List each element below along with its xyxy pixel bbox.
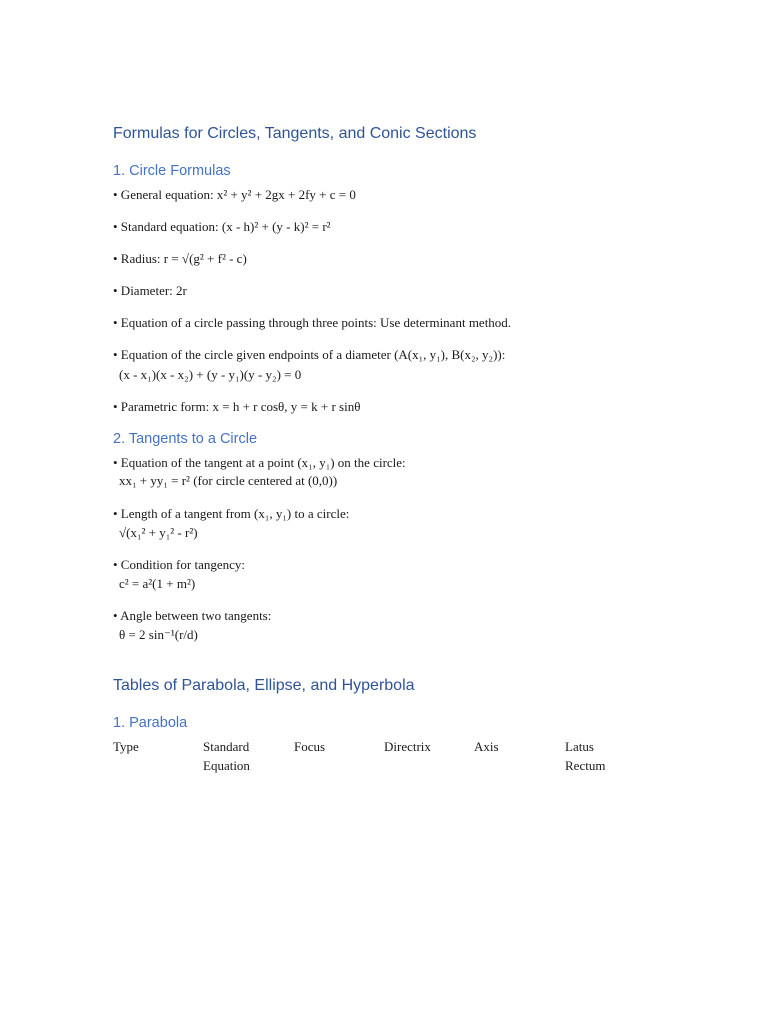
circle-diameter-endpoints: • Equation of the circle given endpoints of a diameter (A(x₁, y₁), B(x₂, y₂)): — [113, 347, 506, 362]
circle-parametric-form: • Parametric form: x = h + r cosθ, y = k + r sinθ — [113, 399, 361, 414]
table-header-cell — [113, 737, 139, 756]
tangency-condition-formula: c² = a²(1 + m²) — [119, 576, 196, 591]
header-axis: Axis — [474, 739, 499, 754]
table-header-cell — [384, 737, 431, 756]
tables-title: Tables of Parabola, Ellipse, and Hyperbola — [113, 677, 415, 694]
circle-diameter-endpoints-formula: (x - x₁)(x - x₂) + (y - y₁)(y - y₂) = 0 — [119, 367, 302, 382]
table-header-cell — [474, 737, 499, 756]
tangency-condition-label: • Condition for tangency: — [113, 557, 245, 572]
section-heading-circle: 1. Circle Formulas — [113, 163, 231, 179]
header-standard: Standard — [203, 739, 250, 754]
circle-general-equation: • General equation: x² + y² + 2gx + 2fy + c = 0 — [113, 187, 356, 202]
circle-three-points: • Equation of a circle passing through three points: Use determinant method. — [113, 315, 512, 330]
tangent-length-formula: √(x₁² + y₁² - r²) — [119, 525, 198, 540]
header-type: Type — [113, 739, 139, 754]
header-latus: Latus — [565, 739, 594, 754]
tangent-angle-label: • Angle between two tangents: — [113, 608, 272, 623]
section-heading-tangents: 2. Tangents to a Circle — [113, 431, 258, 447]
circle-radius: • Radius: r = √(g² + f² - c) — [113, 251, 247, 266]
circle-diameter: • Diameter: 2r — [113, 283, 187, 298]
page-title: Formulas for Circles, Tangents, and Conic Sections — [113, 125, 477, 142]
table-header-cell — [203, 737, 250, 775]
tangent-equation-formula: xx₁ + yy₁ = r² (for circle centered at (0,0)) — [119, 473, 338, 488]
circle-standard-equation: • Standard equation: (x - h)² + (y - k)² = r² — [113, 219, 331, 234]
tangent-length-label: • Length of a tangent from (x₁, y₁) to a circle: — [113, 506, 350, 521]
header-directrix: Directrix — [384, 739, 431, 754]
section-heading-parabola: 1. Parabola — [113, 715, 188, 731]
tangent-angle-formula: θ = 2 sin⁻¹(r/d) — [119, 627, 198, 642]
header-rectum: Rectum — [565, 758, 606, 773]
tangent-equation-label: • Equation of the tangent at a point (x₁, y₁) on the circle: — [113, 455, 406, 470]
table-header-cell — [565, 737, 605, 775]
header-focus: Focus — [294, 739, 326, 754]
table-header-cell — [294, 737, 325, 756]
header-equation: Equation — [203, 758, 250, 773]
